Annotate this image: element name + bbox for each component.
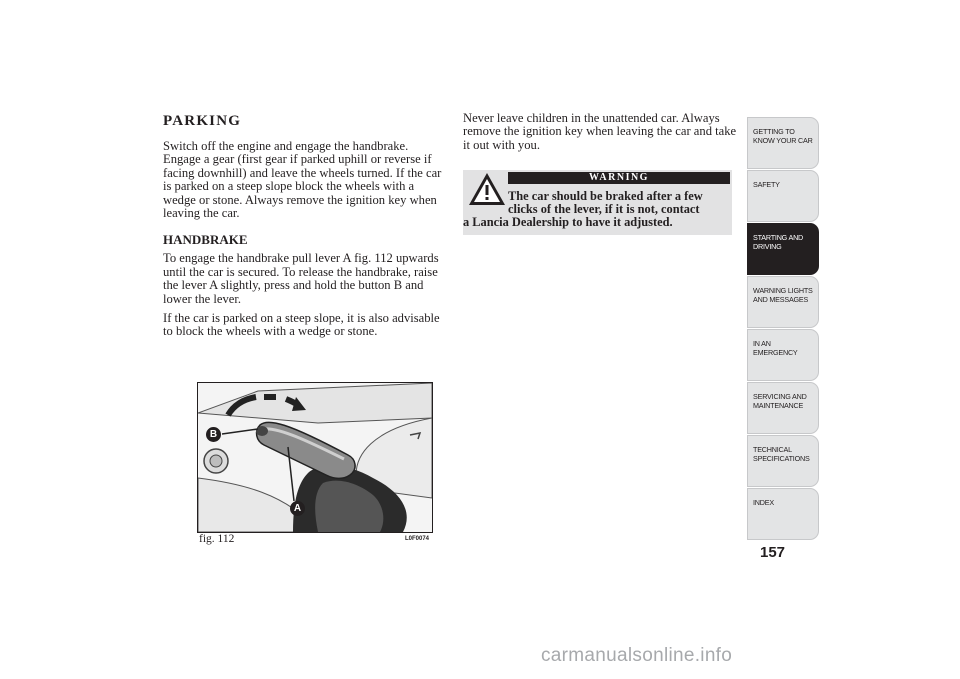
chapter-tabs	[747, 117, 819, 541]
watermark: carmanualsonline.info	[541, 645, 733, 666]
warning-title: WARNING	[508, 172, 730, 184]
children-warning-text: Never leave children in the unattended car. Always remove the ignition key when leaving the car and take it out with you.	[463, 111, 737, 152]
tab-getting-to-know-your-car[interactable]: GETTING TO KNOW YOUR CAR	[747, 117, 819, 169]
handbrake-figure	[197, 382, 433, 533]
tab-index[interactable]: INDEX	[747, 488, 819, 540]
handbrake-para-2: If the car is parked on a steep slope, it is also advisable to block the wheels with a wedge or stone.	[163, 311, 440, 339]
parking-heading: PARKING	[163, 113, 242, 129]
handbrake-illustration	[198, 383, 432, 532]
right-column	[463, 112, 737, 158]
page-number: 157	[760, 544, 786, 561]
tab-servicing-and-maintenance[interactable]: SERVICING AND MAINTENANCE	[747, 382, 819, 434]
handbrake-heading: HANDBRAKE	[163, 232, 248, 248]
figure-code: L0F0074	[405, 536, 430, 542]
left-column	[163, 112, 445, 345]
warning-line-2: a Lancia Dealership to have it adjusted.	[463, 215, 673, 229]
tab-technical-specifications[interactable]: TECHNICAL SPECIFICATIONS	[747, 435, 819, 487]
warning-text	[463, 190, 731, 229]
warning-line-1: The car should be braked after a few clicks of the lever, if it is not, contact	[508, 189, 703, 216]
tab-starting-and-driving[interactable]: STARTING AND DRIVING	[747, 223, 819, 275]
label-b: B	[206, 427, 221, 442]
warning-box	[463, 170, 732, 235]
tab-safety[interactable]: SAFETY	[747, 170, 819, 222]
handbrake-para-1: To engage the handbrake pull lever A fig. 112 upwards until the car is secured. To release the handbrake, raise the lever A slightly, press and hold the button B and lower the lever.	[163, 251, 439, 306]
tab-in-an-emergency[interactable]: IN AN EMERGENCY	[747, 329, 819, 381]
figure-caption: fig. 112	[199, 533, 235, 545]
label-a: A	[290, 501, 305, 516]
parking-body: Switch off the engine and engage the handbrake. Engage a gear (first gear if parked uphill or reverse if facing downhill) and leave the wheels turned. If the car is parked on a steep slope block the wheels with a wedge or stone. Always remove the ignition key when leaving the car.	[163, 139, 442, 221]
tab-warning-lights-and-messages[interactable]: WARNING LIGHTS AND MESSAGES	[747, 276, 819, 328]
